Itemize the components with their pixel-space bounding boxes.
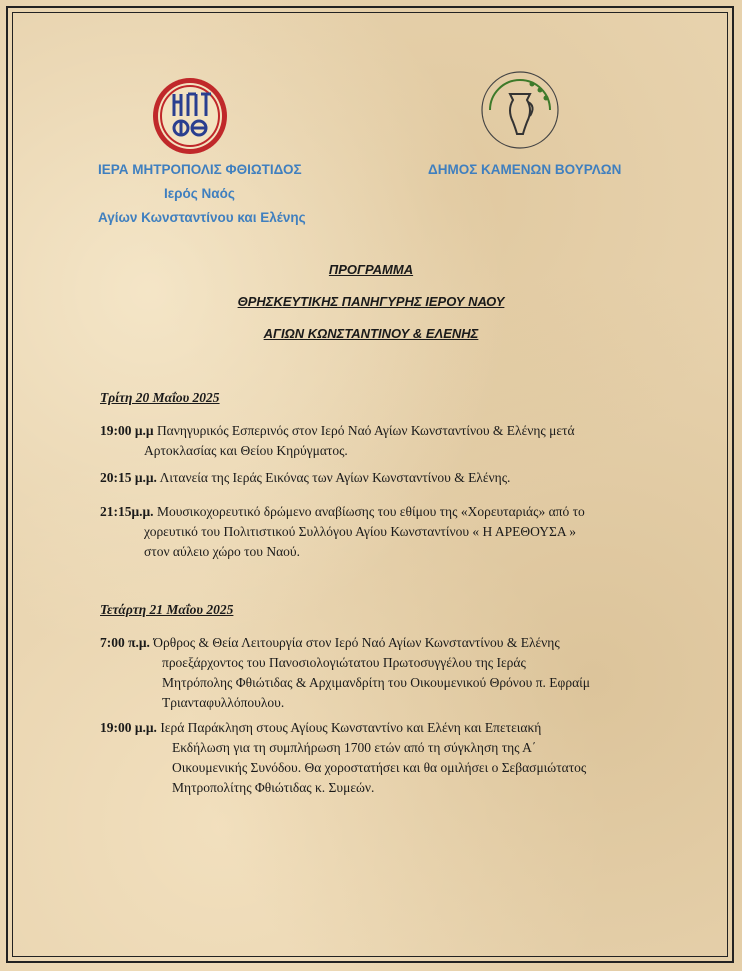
entry-text: Λιτανεία της Ιεράς Εικόνας των Αγίων Κωνσταντίνου & Ελένης. bbox=[156, 470, 511, 485]
municipality-name: ΔΗΜΟΣ ΚΑΜΕΝΩΝ ΒΟΥΡΛΩΝ bbox=[428, 162, 622, 177]
schedule-entry bbox=[100, 718, 638, 798]
entry-text: Μητρόπολης Φθιώτιδας & Αρχιμανδρίτη του Οικουμενικού Θρόνου π. Εφραίμ bbox=[162, 675, 591, 690]
schedule-entry bbox=[100, 421, 638, 461]
entry-time: 7:00 π.μ. bbox=[100, 635, 150, 650]
church-label: Ιερός Ναός bbox=[164, 186, 235, 201]
title-program: ΠΡΟΓΡΑΜΜΑ bbox=[328, 262, 414, 277]
entry-text: Όρθρος & Θεία Λειτουργία στον Ιερό Ναό Αγίων Κωνσταντίνου & Ελένης bbox=[149, 635, 560, 650]
entry-text: Εκδήλωση για τη συμπλήρωση 1700 ετών από τη σύγκληση της Α΄ bbox=[172, 740, 537, 755]
schedule-entry bbox=[100, 502, 638, 562]
entry-text: στον αύλειο χώρο του Ναού. bbox=[144, 544, 300, 559]
metropolis-emblem-logo bbox=[150, 76, 230, 156]
entry-text: Αρτοκλασίας και Θείου Κηρύγματος. bbox=[144, 443, 348, 458]
entry-text: Μουσικοχορευτικό δρώμενο αναβίωσης του εθίμου της «Χορευταριάς» από το bbox=[153, 504, 585, 519]
municipality-seal-logo bbox=[470, 70, 570, 150]
entry-text: προεξάρχοντος του Πανοσιολογιώτατου Πρωτοσυγγέλου της Ιεράς bbox=[162, 655, 526, 670]
schedule-entry bbox=[100, 633, 638, 713]
entry-time: 20:15 μ.μ. bbox=[100, 470, 157, 485]
entry-text: Μητροπολίτης Φθιώτιδας κ. Συμεών. bbox=[172, 780, 375, 795]
church-name: Αγίων Κωνσταντίνου και Ελένης bbox=[98, 210, 306, 225]
title-festival: ΘΡΗΣΚΕΥΤΙΚΗΣ ΠΑΝΗΓΥΡΗΣ ΙΕΡΟΥ ΝΑΟΥ bbox=[237, 294, 505, 309]
schedule-entry bbox=[100, 468, 638, 488]
metropolis-name: ΙΕΡΑ ΜΗΤΡΟΠΟΛΙΣ ΦΘΙΩΤΙΔΟΣ bbox=[98, 162, 302, 177]
entry-time: 19:00 μ.μ. bbox=[100, 720, 157, 735]
entry-text: Τριανταφυλλόπουλου. bbox=[162, 695, 285, 710]
entry-text: Πανηγυρικός Εσπερινός στον Ιερό Ναό Αγίων Κωνσταντίνου & Ελένης μετά bbox=[153, 423, 575, 438]
day-heading-tuesday: Τρίτη 20 Μαΐου 2025 bbox=[100, 390, 220, 405]
entry-text: Οικουμενικής Συνόδου. Θα χοροστατήσει και θα ομιλήσει ο Σεβασμιώτατος bbox=[172, 760, 587, 775]
day-heading-wednesday: Τετάρτη 21 Μαΐου 2025 bbox=[100, 602, 234, 617]
title-saints: ΑΓΙΩΝ ΚΩΝΣΤΑΝΤΙΝΟΥ & ΕΛΕΝΗΣ bbox=[263, 326, 479, 341]
entry-time: 21:15μ.μ. bbox=[100, 504, 154, 519]
entry-text: Ιερά Παράκληση στους Αγίους Κωνσταντίνο και Ελένη και Επετειακή bbox=[156, 720, 542, 735]
entry-text: χορευτικό του Πολιτιστικού Συλλόγου Αγίου Κωνσταντίνου « Η ΑΡΕΘΟΥΣΑ » bbox=[144, 524, 576, 539]
entry-time: 19:00 μ.μ bbox=[100, 423, 154, 438]
